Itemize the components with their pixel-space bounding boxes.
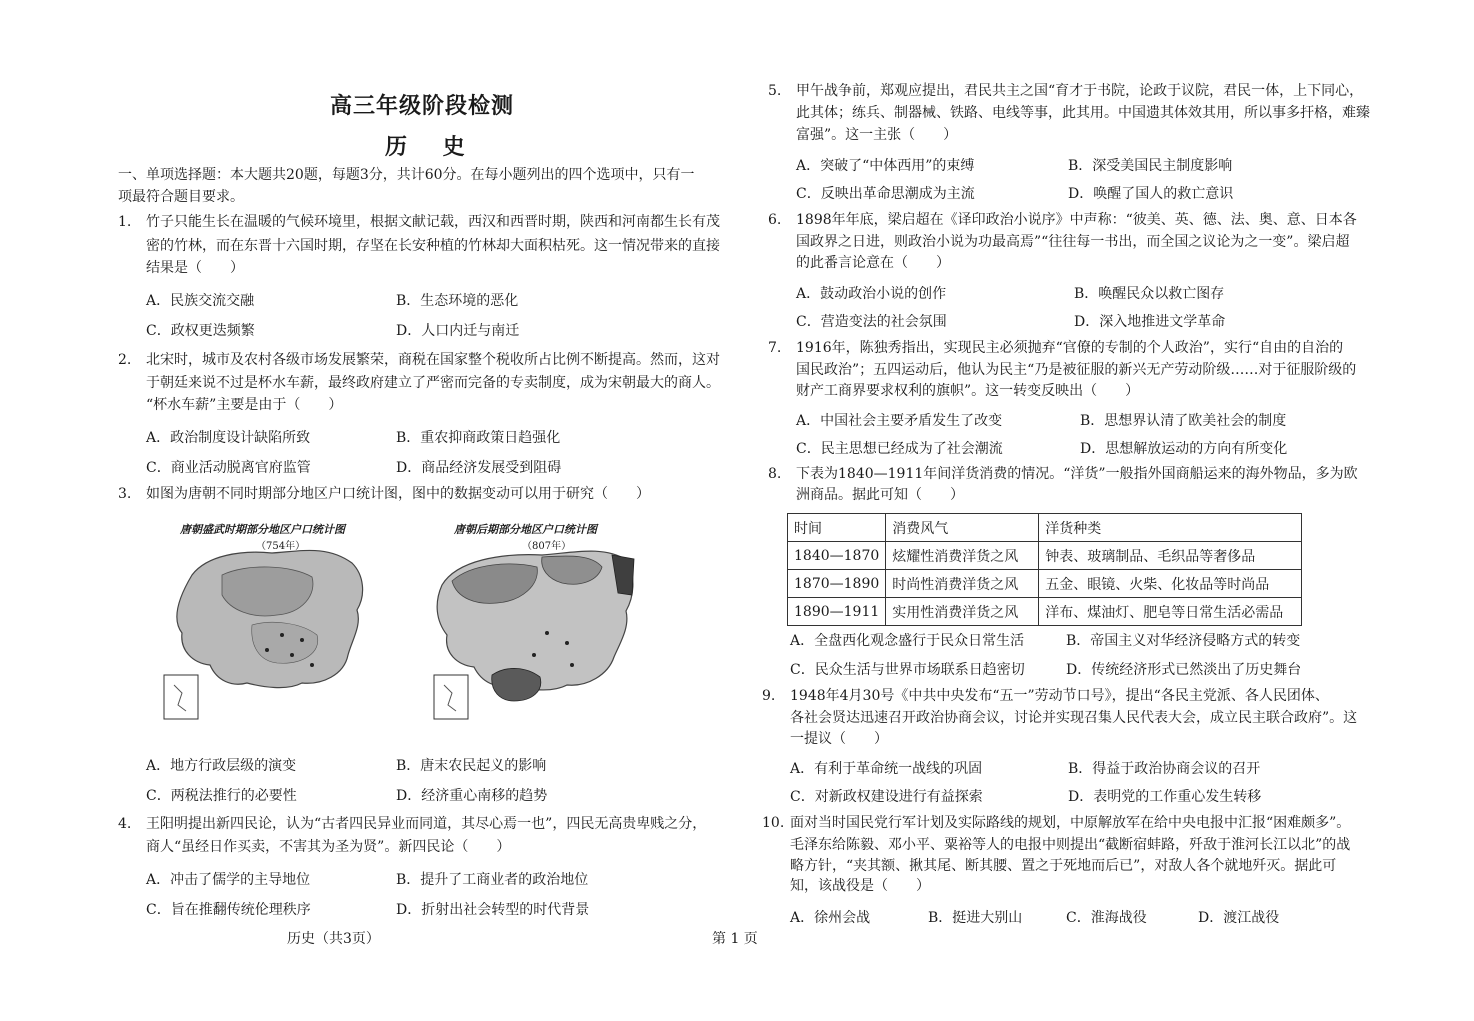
question-text: 结果是（ ）: [146, 260, 244, 276]
option-d[interactable]: D．经济重心南移的趋势: [396, 788, 548, 804]
table-row: [788, 542, 1302, 570]
table-cell: 炫耀性消费洋货之风: [886, 542, 1039, 570]
map-graphic: [422, 515, 650, 727]
table-cell: 时尚性消费洋货之风: [886, 570, 1039, 598]
question-text: 各社会贤达迅速召开政治协商会议，讨论并实现召集人民代表大会，成立民主联合政府”。这: [790, 710, 1358, 726]
option-a[interactable]: A．突破了“中体西用”的束缚: [796, 158, 975, 174]
question-text: 商人“虽经日作买卖，不害其为圣为贤”。新四民论（ ）: [146, 839, 511, 855]
option-c[interactable]: C．反映出革命思潮成为主流: [796, 186, 975, 202]
option-d[interactable]: D．传统经济形式已然淡出了历史舞台: [1066, 662, 1302, 678]
option-a[interactable]: A．中国社会主要矛盾发生了改变: [796, 413, 1003, 429]
question-text: 知，该战役是（ ）: [790, 878, 930, 894]
question-number: 6.: [768, 212, 782, 228]
question-text: 的此番言论意在（ ）: [796, 255, 950, 271]
map-807: [422, 515, 650, 727]
option-a[interactable]: A．全盘西化观念盛行于民众日常生活: [790, 633, 1025, 649]
option-d[interactable]: D．商品经济发展受到阻碍: [396, 460, 562, 476]
subject-title: 历 史: [385, 134, 479, 160]
question-text: “杯水车薪”主要是由于（ ）: [146, 397, 343, 413]
map-754: [152, 515, 380, 727]
consumption-table: [787, 513, 1302, 626]
map-year: （807年）: [522, 541, 572, 552]
question-text: 富强”。这一主张（ ）: [796, 127, 958, 143]
question-text: 甲午战争前，郑观应提出，君民共主之国“育才于书院，论政于议院，君民一体，上下同心，: [796, 83, 1364, 99]
option-b[interactable]: B．唤醒民众以救亡图存: [1074, 286, 1225, 302]
question-number: 1.: [118, 214, 132, 230]
option-c[interactable]: C．商业活动脱离官府监管: [146, 460, 311, 476]
table-cell: 钟表、玻璃制品、毛织品等奢侈品: [1039, 542, 1302, 570]
option-a[interactable]: A．冲击了儒学的主导地位: [146, 872, 311, 888]
question-text: 洲商品。据此可知（ ）: [796, 487, 964, 503]
question-number: 4.: [118, 816, 132, 832]
option-d[interactable]: D．唤醒了国人的救亡意识: [1068, 186, 1234, 202]
option-b[interactable]: B．得益于政治协商会议的召开: [1068, 761, 1261, 777]
option-b[interactable]: B．深受美国民主制度影响: [1068, 158, 1233, 174]
footer-page-number: 第 1 页: [712, 931, 758, 947]
option-a[interactable]: A．民族交流交融: [146, 293, 255, 309]
option-a[interactable]: A．鼓动政治小说的创作: [796, 286, 947, 302]
question-text: 一提议（ ）: [790, 731, 888, 747]
exam-title: 高三年级阶段检测: [330, 93, 515, 119]
option-c[interactable]: C．旨在推翻传统伦理秩序: [146, 902, 311, 918]
option-a[interactable]: A．徐州会战: [790, 910, 871, 926]
section-instruction-line2: 项最符合题目要求。: [118, 189, 244, 205]
question-text: 略方针，“夹其额、揪其尾、断其腰、置之于死地而后已”，对敌人各个就地歼灭。据此可: [790, 858, 1337, 874]
table-header-cell: 洋货种类: [1039, 514, 1302, 542]
question-text: 北宋时，城市及农村各级市场发展繁荣，商税在国家整个税收所占比例不断提高。然而，这对: [146, 352, 720, 368]
option-d[interactable]: D．表明党的工作重心发生转移: [1068, 789, 1262, 805]
option-b[interactable]: B．唐末农民起义的影响: [396, 758, 547, 774]
table-cell: 1840—1870: [788, 542, 886, 570]
table-header-cell: 消费风气: [886, 514, 1039, 542]
map-title: 唐朝后期部分地区户口统计图: [454, 523, 597, 536]
option-c[interactable]: C．政权更迭频繁: [146, 323, 255, 339]
table-cell: 1870—1890: [788, 570, 886, 598]
question-text: 1916年，陈独秀指出，实现民主必须抛弃“官僚的专制的个人政治”，实行“自由的自治的: [796, 340, 1344, 356]
question-number: 7.: [768, 340, 782, 356]
question-text: 财产工商界要求权利的旗帜”。这一转变反映出（ ）: [796, 383, 1140, 399]
question-text: 毛泽东给陈毅、邓小平、粟裕等人的电报中则提出“截断宿蚌路，歼敌于淮河长江以北”的战: [790, 837, 1351, 853]
table-header-row: [788, 514, 1302, 542]
option-b[interactable]: B．重农抑商政策日趋强化: [396, 430, 561, 446]
question-text: 此其体；练兵、制器械、铁路、电线等事，此其用。中国遗其体效其用，所以事多扞格，难臻: [796, 105, 1370, 121]
map-graphic: [152, 515, 380, 727]
option-c[interactable]: C．淮海战役: [1066, 910, 1147, 926]
option-d[interactable]: D．渡江战役: [1198, 910, 1280, 926]
question-text: 1898年年底，梁启超在《译印政治小说序》中声称：“彼美、英、德、法、奥、意、日本各: [796, 212, 1357, 228]
option-d[interactable]: D．深入地推进文学革命: [1074, 314, 1226, 330]
question-text: 如图为唐朝不同时期部分地区户口统计图，图中的数据变动可以用于研究（ ）: [146, 486, 650, 502]
option-a[interactable]: A．有利于革命统一战线的巩固: [790, 761, 983, 777]
question-text: 国政界之日进，则政治小说为功最高焉”“往往每一书出，而全国之议论为之一变”。梁启超: [796, 234, 1350, 250]
option-d[interactable]: D．折射出社会转型的时代背景: [396, 902, 590, 918]
option-d[interactable]: D．人口内迁与南迁: [396, 323, 520, 339]
question-number: 5.: [768, 83, 782, 99]
option-a[interactable]: A．政治制度设计缺陷所致: [146, 430, 311, 446]
option-b[interactable]: B．思想界认清了欧美社会的制度: [1080, 413, 1287, 429]
question-text: 竹子只能生长在温暖的气候环境里，根据文献记载，西汉和西晋时期，陕西和河南都生长有茂: [146, 214, 720, 230]
table-row: [788, 598, 1302, 626]
question-number: 2.: [118, 352, 132, 368]
option-c[interactable]: C．对新政权建设进行有益探索: [790, 789, 983, 805]
option-c[interactable]: C．营造变法的社会氛围: [796, 314, 947, 330]
question-text: 面对当时国民党行军计划及实际路线的规划，中原解放军在给中央电报中汇报“困难颇多”。: [790, 815, 1351, 831]
option-c[interactable]: C．民主思想已经成为了社会潮流: [796, 441, 1003, 457]
table-cell: 实用性消费洋货之风: [886, 598, 1039, 626]
question-number: 9.: [762, 688, 776, 704]
table-row: [788, 570, 1302, 598]
option-c[interactable]: C．两税法推行的必要性: [146, 788, 297, 804]
question-number: 10.: [762, 815, 785, 831]
option-d[interactable]: D．思想解放运动的方向有所变化: [1080, 441, 1288, 457]
option-b[interactable]: B．生态环境的恶化: [396, 293, 519, 309]
table-header-cell: 时间: [788, 514, 886, 542]
option-b[interactable]: B．挺进大别山: [928, 910, 1023, 926]
question-text: 于朝廷来说不过是杯水车薪，最终政府建立了严密而完备的专卖制度，成为宋朝最大的商人。: [146, 375, 720, 391]
option-b[interactable]: B．提升了工商业者的政治地位: [396, 872, 589, 888]
table-cell: 五金、眼镜、火柴、化妆品等时尚品: [1039, 570, 1302, 598]
option-b[interactable]: B．帝国主义对华经济侵略方式的转变: [1066, 633, 1301, 649]
question-text: 王阳明提出新四民论，认为“古者四民异业而同道，其尽心焉一也”，四民无高贵卑贱之分，: [146, 816, 707, 832]
question-number: 3.: [118, 486, 132, 502]
table-cell: 1890—1911: [788, 598, 886, 626]
option-c[interactable]: C．民众生活与世界市场联系日趋密切: [790, 662, 1025, 678]
map-title: 唐朝盛武时期部分地区户口统计图: [180, 523, 345, 536]
question-text: 1948年4月30号《中共中央发布“五一”劳动节口号》，提出“各民主党派、各人民团体、: [790, 688, 1329, 704]
footer-left: 历史（共3页）: [287, 931, 380, 947]
table-cell: 洋布、煤油灯、肥皂等日常生活必需品: [1039, 598, 1302, 626]
question-text: 下表为1840—1911年间洋货消费的情况。“洋货”一般指外国商船运来的海外物品，多为欧: [796, 466, 1358, 482]
question-text: 国民政治”；五四运动后，他认为民主“乃是被征服的新兴无产劳动阶级……对于征服阶级的: [796, 362, 1357, 378]
option-a[interactable]: A．地方行政层级的演变: [146, 758, 297, 774]
question-text: 密的竹林，而在东晋十六国时期，存坚在长安种植的竹林却大面积枯死。这一情况带来的直接: [146, 238, 720, 254]
section-instruction-line1: 一、单项选择题：本大题共20题，每题3分，共计60分。在每小题列出的四个选项中，只有一: [118, 167, 695, 183]
question-number: 8.: [768, 466, 782, 482]
map-year: （754年）: [256, 541, 306, 552]
